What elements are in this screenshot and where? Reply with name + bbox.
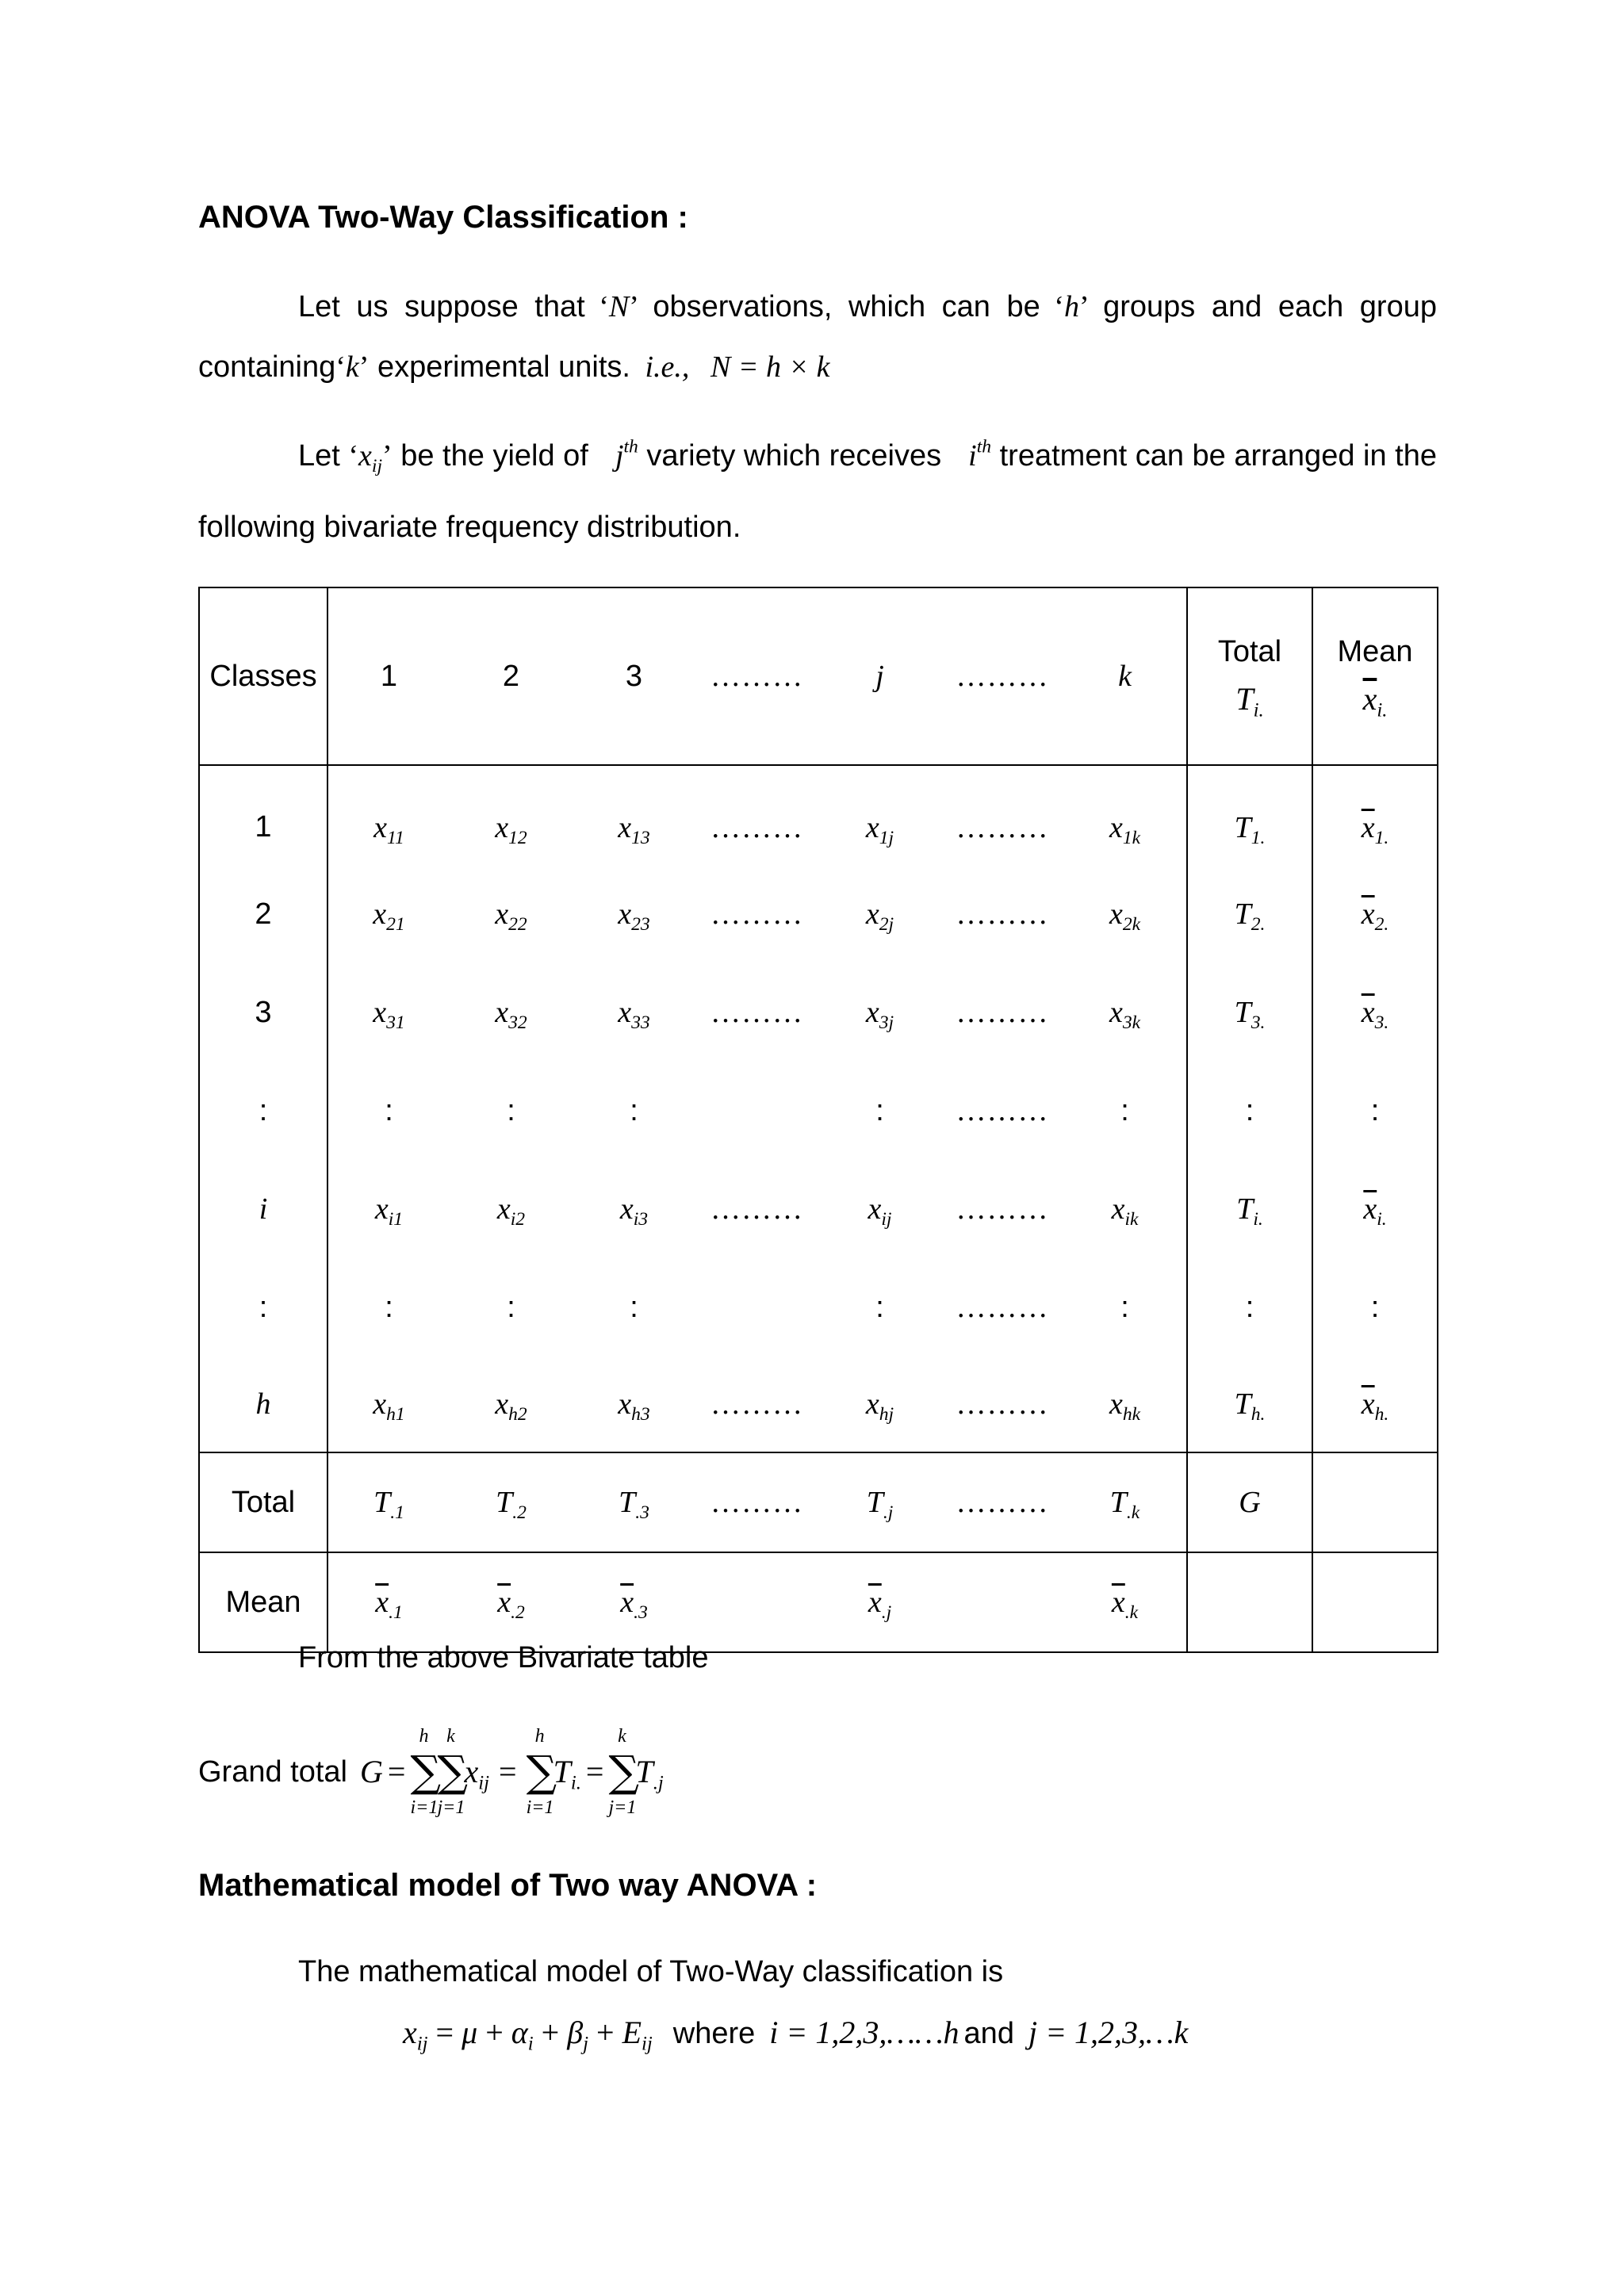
text-jth-variety: $j^{th}$ variety which receives: [615, 436, 942, 473]
table-total-row: [199, 1452, 1438, 1552]
cell-colon: :: [875, 1093, 884, 1127]
cell-colon: :: [1187, 1062, 1312, 1160]
formula-g: G: [360, 1754, 383, 1789]
model-equation: [403, 2015, 1189, 2055]
header-mean: [1312, 587, 1438, 765]
cell-empty: [1312, 1452, 1438, 1552]
cell-colon: :: [1312, 1062, 1438, 1160]
cell-col-total: $T_{.j}$: [818, 1452, 941, 1552]
cell-dots: ………: [956, 1094, 1049, 1127]
table-row: [199, 765, 1438, 865]
row-label-mean: Mean: [199, 1552, 327, 1652]
cell: $x_{i3}$: [619, 1192, 649, 1230]
cell-colon: :: [875, 1290, 884, 1324]
cell-col-mean: $\overline{x}_{.k}$: [1063, 1552, 1187, 1652]
table-mean-row: [199, 1552, 1438, 1652]
row-label-colon: :: [199, 1062, 327, 1160]
cell-mean: $\overline{x}_{1.}$: [1312, 765, 1438, 865]
symbol-N: ‘N’: [599, 290, 639, 323]
row-label-h: h: [199, 1357, 327, 1452]
formula-tj: $T_{.j}$: [635, 1754, 664, 1794]
cell-dots: ………: [710, 996, 803, 1029]
cell: $x_{hk}$: [1063, 1357, 1187, 1452]
cell-dots: ………: [710, 897, 803, 931]
grand-total-formula: [198, 1726, 664, 1818]
table-row: [199, 865, 1438, 963]
header-mean-symbol: $\overline{x}_{i.}$: [1362, 681, 1388, 721]
sigma-symbol: k ∑ j=1: [437, 1726, 469, 1818]
cell-col-total: $T_{.2}$: [450, 1452, 573, 1552]
text-let: Let: [298, 439, 340, 473]
formula-xij: $x_{ij}$: [464, 1754, 489, 1794]
cell-colon: :: [1063, 1062, 1187, 1160]
equation-n-equals-h-times-k: N = h × k: [710, 350, 830, 384]
cell-dots: ………: [956, 996, 1049, 1029]
cell: $x_{h3}$: [618, 1387, 650, 1425]
cell: $x_{32}$: [495, 996, 527, 1034]
cell-dots: ………: [956, 1192, 1049, 1226]
cell: $x_{2j}$: [865, 897, 894, 936]
cell: $x_{11}$: [327, 765, 450, 865]
cell-grand-total: G: [1187, 1452, 1312, 1552]
header-dots-1: ………: [695, 587, 818, 765]
table-row: [199, 1160, 1438, 1258]
cell-dots: ………: [941, 1452, 1063, 1552]
cell: $x_{23}$: [618, 897, 650, 936]
cell-total: $T_{i.}$: [1187, 1160, 1312, 1258]
cell-col-mean: $\overline{x}_{.j}$: [818, 1552, 941, 1652]
cell-empty: [695, 1552, 818, 1652]
header-col-3: 3: [573, 587, 695, 765]
header-col-j: j: [818, 587, 941, 765]
cell-empty: [1312, 1552, 1438, 1652]
cell-colon: :: [1187, 1258, 1312, 1357]
header-col-k: k: [1063, 587, 1187, 765]
cell-colon: :: [507, 1290, 515, 1324]
cell: $x_{22}$: [495, 897, 527, 936]
section-heading-anova: ANOVA Two-Way Classification :: [198, 200, 688, 235]
row-label-total: Total: [199, 1452, 327, 1552]
cell: $x_{2k}$: [1063, 865, 1187, 963]
cell: $x_{21}$: [327, 865, 450, 963]
cell-empty: [941, 1552, 1063, 1652]
section-heading-model: Mathematical model of Two way ANOVA :: [198, 1868, 818, 1903]
text-let-us-suppose: Let us suppose that: [298, 290, 585, 323]
text-experimental-units: experimental units.: [377, 350, 630, 384]
cell-colon: :: [327, 1258, 450, 1357]
row-label-3: 3: [199, 963, 327, 1062]
cell: $x_{12}$: [495, 810, 527, 848]
text-observations: observations, which can be: [653, 290, 1040, 323]
bivariate-table: [198, 587, 1438, 1653]
equals-sign: =: [585, 1754, 604, 1789]
text-ith-treatment: $i^{th}$ treatment can be arranged in the: [968, 436, 1437, 473]
header-total-symbol: $T_{i.}$: [1235, 681, 1264, 721]
text-where: where: [672, 2017, 756, 2050]
cell: $x_{1j}$: [865, 810, 894, 848]
cell: $x_{i1}$: [327, 1160, 450, 1258]
sigma-symbol: k ∑ j=1: [608, 1726, 640, 1818]
header-total: [1187, 587, 1312, 765]
row-label-1: 1: [199, 765, 327, 865]
cell-colon: :: [507, 1093, 515, 1127]
cell-empty: [695, 1062, 818, 1160]
cell-dots: ………: [710, 1192, 803, 1226]
header-mean-label: Mean: [1337, 635, 1413, 668]
cell: $x_{h1}$: [327, 1357, 450, 1452]
cell-col-total: $T_{.k}$: [1063, 1452, 1187, 1552]
cell: $x_{3j}$: [865, 996, 894, 1034]
paragraph-2-line-1: [298, 436, 1437, 477]
cell-mean: $\overline{x}_{h.}$: [1312, 1357, 1438, 1452]
cell: $x_{i2}$: [496, 1192, 526, 1230]
header-dots-2: ………: [941, 587, 1063, 765]
symbol-k: k: [345, 350, 359, 384]
row-label-i: i: [199, 1160, 327, 1258]
cell: $x_{h2}$: [495, 1387, 527, 1425]
cell: $x_{13}$: [618, 810, 650, 848]
text-model-intro: The mathematical model of Two-Way classification is: [298, 1955, 1004, 1988]
header-total-label: Total: [1217, 635, 1282, 668]
sigma-symbol: h ∑ i=1: [526, 1726, 557, 1818]
cell-dots: ………: [710, 1387, 803, 1421]
cell-colon: :: [1063, 1258, 1187, 1357]
cell-mean: $\overline{x}_{i.}$: [1312, 1160, 1438, 1258]
text-from-above-table: From the above Bivariate table: [298, 1641, 709, 1674]
cell-dots: ………: [956, 1291, 1049, 1324]
cell: $x_{1k}$: [1063, 765, 1187, 865]
equation-j-range: j = 1,2,3,…k: [1028, 2015, 1189, 2050]
cell-colon: :: [630, 1093, 638, 1127]
table-row: [199, 1357, 1438, 1452]
equation-i-range: i = 1,2,3,……h: [769, 2015, 959, 2050]
table-header-row: [199, 587, 1438, 765]
cell-col-mean: $\overline{x}_{.2}$: [450, 1552, 573, 1652]
cell-col-total: $T_{.3}$: [573, 1452, 695, 1552]
paragraph-2-line-2: following bivariate frequency distribution.: [198, 511, 741, 544]
text-and: and: [963, 2017, 1014, 2050]
formula-ti: $T_{i.}$: [553, 1754, 581, 1794]
cell-total: $T_{2.}$: [1187, 865, 1312, 963]
cell-total: $T_{1.}$: [1187, 765, 1312, 865]
cell-total: $T_{h.}$: [1187, 1357, 1312, 1452]
equals-sign: =: [387, 1754, 406, 1789]
table-row: [199, 963, 1438, 1062]
sigma-symbol: h ∑ i=1: [410, 1726, 442, 1818]
cell-empty: [1187, 1552, 1312, 1652]
paragraph-1-line-2: containing‘k’ experimental units. i.e., N = h × k: [198, 350, 830, 384]
equation-model: $x_{ij} = \mu + \alpha_i + \beta_j + E_{ij}$: [403, 2015, 653, 2055]
text-yield: be the yield of: [400, 439, 588, 473]
cell: $x_{33}$: [618, 996, 650, 1034]
cell-dots: ………: [695, 1452, 818, 1552]
cell-colon: :: [327, 1062, 450, 1160]
cell: $x_{ij}$: [868, 1192, 892, 1230]
table-row: [199, 1062, 1438, 1160]
text-groups: groups and each group: [1103, 290, 1437, 323]
row-label-colon: :: [199, 1258, 327, 1357]
cell: $x_{ik}$: [1063, 1160, 1187, 1258]
cell-mean: $\overline{x}_{3.}$: [1312, 963, 1438, 1062]
cell: $x_{3k}$: [1063, 963, 1187, 1062]
cell-mean: $\overline{x}_{2.}$: [1312, 865, 1438, 963]
cell-dots: ………: [710, 810, 803, 844]
cell-total: $T_{3.}$: [1187, 963, 1312, 1062]
cell-col-mean: $\overline{x}_{.3}$: [573, 1552, 695, 1652]
cell-col-mean: $\overline{x}_{.1}$: [327, 1552, 450, 1652]
row-label-2: 2: [199, 865, 327, 963]
cell: $x_{31}$: [327, 963, 450, 1062]
equals-sign: =: [499, 1754, 517, 1789]
cell-colon: :: [1312, 1258, 1438, 1357]
cell-dots: ………: [956, 810, 1049, 844]
header-col-1: 1: [327, 587, 450, 765]
header-col-2: 2: [450, 587, 573, 765]
cell-empty: [695, 1258, 818, 1357]
table-row: [199, 1258, 1438, 1357]
text-variety: variety which receives: [646, 439, 942, 473]
text-treatment: treatment can be arranged in the: [999, 439, 1437, 473]
header-classes: Classes: [199, 587, 327, 765]
grand-total-label: Grand total: [198, 1755, 347, 1789]
cell-colon: :: [630, 1290, 638, 1324]
text-containing: containing: [198, 350, 336, 384]
cell-dots: ………: [956, 1387, 1049, 1421]
text-ie: i.e.,: [645, 350, 690, 384]
paragraph-1-line-1: [298, 292, 1437, 322]
cell: $x_{hj}$: [865, 1387, 894, 1425]
cell-col-total: $T_{.1}$: [327, 1452, 450, 1552]
cell-dots: ………: [956, 897, 1049, 931]
symbol-h: ‘h’: [1054, 290, 1090, 323]
text-let-xij: Let ‘$x_{ij}$’ be the yield of: [298, 439, 588, 477]
